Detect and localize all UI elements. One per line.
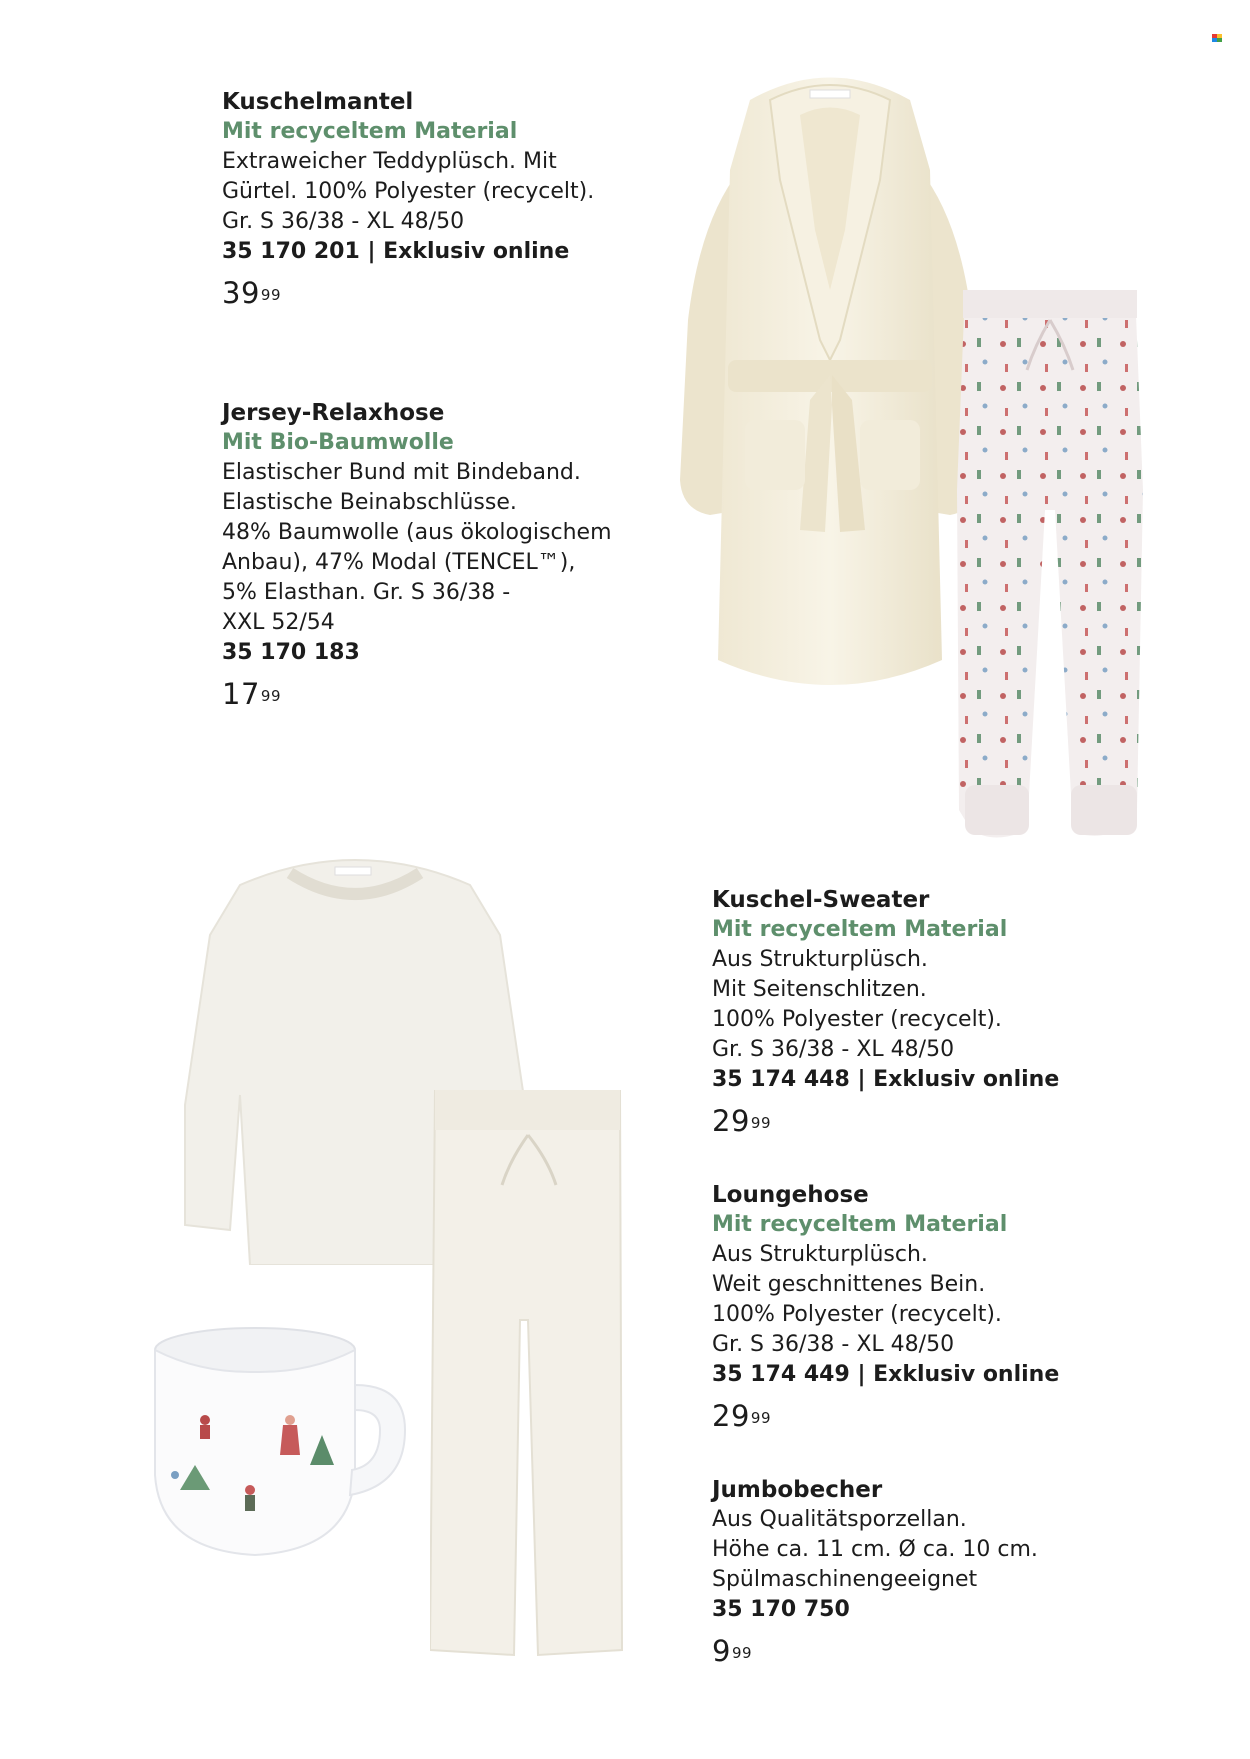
- article-number: 35 170 201 | Exklusiv online: [222, 239, 570, 264]
- price: [712, 1631, 1212, 1671]
- product-title: Kuschel-Sweater: [712, 887, 930, 913]
- product-title: Kuschelmantel: [222, 89, 414, 115]
- price-main: 9: [712, 1634, 731, 1668]
- product-desc-line: Aus Qualitätsporzellan.: [712, 1507, 967, 1532]
- product-desc-line: Gr. S 36/38 - XL 48/50: [222, 209, 465, 234]
- product-loungehose: [712, 1180, 1212, 1436]
- product-desc-line: Anbau), 47% Modal (TENCEL™),: [222, 550, 576, 575]
- price-main: 17: [222, 677, 260, 711]
- product-subtitle: Mit Bio-Baumwolle: [222, 430, 454, 455]
- product-desc-line: 100% Polyester (recycelt).: [712, 1302, 1002, 1327]
- price-main: 39: [222, 276, 260, 310]
- product-subtitle: Mit recyceltem Material: [712, 1212, 1008, 1237]
- product-jumbobecher: [712, 1475, 1212, 1671]
- product-title: Jumbobecher: [712, 1477, 883, 1503]
- price-main: 29: [712, 1399, 750, 1433]
- price-cents: 99: [731, 1644, 753, 1662]
- price: [222, 273, 682, 313]
- product-jersey-relaxhose: [222, 398, 682, 714]
- product-desc-line: Höhe ca. 11 cm. Ø ca. 10 cm.: [712, 1537, 1038, 1562]
- product-subtitle: Mit recyceltem Material: [222, 119, 518, 144]
- product-desc-line: Gr. S 36/38 - XL 48/50: [712, 1332, 955, 1357]
- product-desc-line: 48% Baumwolle (aus ökologischem: [222, 520, 612, 545]
- product-desc-line: Extraweicher Teddyplüsch. Mit: [222, 149, 557, 174]
- product-desc-line: Elastischer Bund mit Bindeband.: [222, 460, 581, 485]
- article-number: 35 170 183: [222, 640, 360, 665]
- price: [222, 674, 682, 714]
- product-desc-line: Spülmaschinengeeignet: [712, 1567, 978, 1592]
- product-title: Loungehose: [712, 1182, 869, 1208]
- printed-pajama-pants-image: [955, 290, 1145, 870]
- product-kuschel-sweater: [712, 885, 1212, 1141]
- product-desc-line: Elastische Beinabschlüsse.: [222, 490, 517, 515]
- product-desc-line: XXL 52/54: [222, 610, 335, 635]
- price-cents: 99: [750, 1114, 771, 1132]
- article-number: 35 170 750: [712, 1597, 850, 1622]
- price-main: 29: [712, 1104, 750, 1138]
- product-desc-line: Weit geschnittenes Bein.: [712, 1272, 986, 1297]
- product-desc-line: Gürtel. 100% Polyester (recycelt).: [222, 179, 595, 204]
- product-desc-line: Mit Seitenschlitzen.: [712, 977, 927, 1002]
- product-desc-line: Aus Strukturplüsch.: [712, 947, 928, 972]
- product-kuschelmantel: [222, 87, 682, 313]
- article-number: 35 174 449 | Exklusiv online: [712, 1362, 1060, 1387]
- price-cents: 99: [260, 687, 281, 705]
- product-title: Jersey-Relaxhose: [222, 400, 445, 426]
- white-lounge-pants-image: [430, 1090, 625, 1660]
- price: [712, 1101, 1212, 1141]
- article-number: 35 174 448 | Exklusiv online: [712, 1067, 1060, 1092]
- price-cents: 99: [260, 286, 281, 304]
- product-desc-line: Aus Strukturplüsch.: [712, 1242, 928, 1267]
- brand-mark-icon: [1212, 34, 1222, 42]
- price: [712, 1396, 1212, 1436]
- cream-bathrobe-image: [680, 60, 980, 720]
- product-subtitle: Mit recyceltem Material: [712, 917, 1008, 942]
- product-desc-line: 5% Elasthan. Gr. S 36/38 -: [222, 580, 511, 605]
- product-desc-line: 100% Polyester (recycelt).: [712, 1007, 1002, 1032]
- price-cents: 99: [750, 1409, 771, 1427]
- product-desc-line: Gr. S 36/38 - XL 48/50: [712, 1037, 955, 1062]
- porcelain-mug-image: [150, 1325, 410, 1565]
